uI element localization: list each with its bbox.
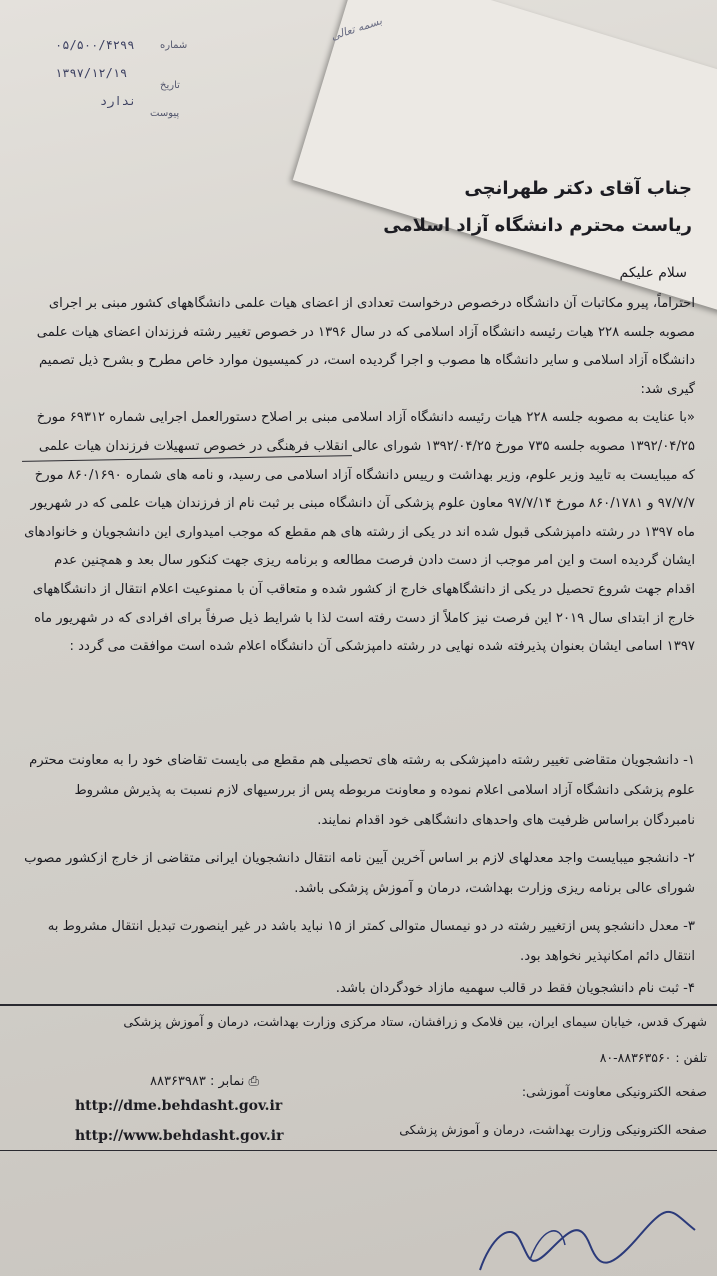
list-item (22, 912, 695, 972)
attachment-label: پیوست (150, 108, 180, 119)
item-number: ۴- (683, 981, 695, 996)
web-label-ministry: صفحه الکترونیکی وزارت بهداشت، درمان و آموزش پزشکی (399, 1122, 707, 1137)
footer-address: شهرک قدس، خیابان سیمای ایران، بین فلامک و زرافشان، ستاد مرکزی وزارت بهداشت، درمان و آموزش پزشکی (123, 1014, 707, 1029)
letter-number-label: شماره (160, 40, 188, 51)
addressee-title: ریاست محترم دانشگاه آزاد اسلامی (383, 215, 692, 236)
phone-value: ۸۸۳۶۳۵۶۰-۸۰ (599, 1050, 672, 1065)
item-text: دانشجو میبایست واجد معدلهای لازم بر اساس آخرین آیین نامه انتقال دانشجویان ایرانی متقاضی از خارج ازکشور مصوب شورای عالی برنامه ریزی وزارت بهداشت، درمان و آموزش پزشکی باشد. (24, 851, 695, 896)
item-text: ثبت نام دانشجویان فقط در قالب سهمیه مازاد خودگردان باشد. (335, 981, 679, 996)
item-text: معدل دانشجو پس ازتغییر رشته در دو نیمسال متوالی کمتر از ۱۵ نباید باشد در غیر اینصورت تبدیل انتقال مشروط به انتقال دائم امکانپذیر نخواهد بود. (47, 919, 695, 964)
stamp-text: بسمه تعالی (329, 14, 384, 43)
footer-phone (600, 1050, 707, 1065)
url-ministry[interactable]: http://www.behdasht.gov.ir (75, 1128, 284, 1144)
item-number: ۳- (683, 919, 695, 934)
list-item (22, 974, 695, 1004)
item-text: دانشجویان متقاضی تغییر رشته دامپزشکی به رشته های تحصیلی هم مقطع می بایست تقاضای خود را به معاونت محترم علوم پزشکی دانشگاه آزاد اسلامی اعلام نموده و معاونت مربوطه پس از بررسیهای لازم نسبت به پذیرش مشروط نامبردگان براساس ظرفیت های واحدهای دانشگاهی خود اقدام نمایند. (29, 753, 695, 828)
addressee-name: جناب آقای دکتر طهرانچی (464, 178, 692, 199)
letter-date: ۱۳۹۷/۱۲/۱۹ (55, 66, 128, 80)
folded-corner (293, 0, 717, 332)
item-number: ۲- (683, 851, 695, 866)
footer-divider (0, 1004, 717, 1006)
list-item (22, 746, 695, 836)
footer-divider-bottom (0, 1150, 717, 1151)
printer-icon: ⎙ (248, 1074, 259, 1089)
letter-body (22, 290, 695, 662)
footer-fax (150, 1074, 259, 1089)
url-education[interactable]: http://dme.behdasht.gov.ir (75, 1098, 283, 1114)
paragraph-decision: «با عنایت به مصوبه جلسه ۲۲۸ هیات رئیسه دانشگاه آزاد اسلامی مبنی بر اصلاح دستورالعمل اجرایی شماره ۶۹۳۱۲ مورخ ۱۳۹۲/۰۴/۲۵ مصوبه جلسه ۷۳۵ مورخ ۱۳۹۲/۰۴/۲۵ شورای عالی انقلاب فرهنگی در خصوص تسهیلات فرزندان هیات علمی که میبایست به تایید وزیر علوم، وزیر بهداشت و رییس دانشگاه آزاد اسلامی می رسید، و نامه های شماره ۸۶۰/۱۶۹۰ مورخ ۹۷/۷/۷ و ۸۶۰/۱۷۸۱ مورخ ۹۷/۷/۱۴ معاون علوم پزشکی آن دانشگاه مبنی بر ثبت نام از فرزندان هیات علمی که در شهریور ماه ۱۳۹۷ در رشته دامپزشکی قبول شده اند در یکی از رشته های هم مقطع که موجب امیدواری این دانشجویان و خانوادهای ایشان گردیده است و این امر موجب از دست دادن فرصت مطالعه و برنامه ریزی جهت کنکور سال بعد و همچنین عدم اقدام جهت شروع تحصیل در یکی از دانشگاههای خارج از کشور شده و متعاقب آن با ممنوعیت اعلام انتقال از دانشگاههای خارج از ابتدای سال ۲۰۱۹ این فرصت نیز کاملاً از دست رفته است لذا با شرایط ذیل صرفاً برای افرادی که در شهریور ماه ۱۳۹۷ اسامی ایشان بعنوان پذیرفته شده نهایی در رشته دامپزشکی آن دانشگاه اعلام شده است موافقت می گردد : (24, 410, 695, 655)
web-label-education: صفحه الکترونیکی معاونت آموزشی: (521, 1084, 707, 1099)
list-item (22, 844, 695, 904)
signature-scribble (470, 1200, 700, 1276)
phone-label: تلفن : (675, 1050, 707, 1065)
paragraph-intro: احتراماً، پیرو مکاتبات آن دانشگاه درخصوص درخواست تعدادی از اعضای هیات علمی دانشگاههای کشور مبنی بر اجرای مصوبه جلسه ۲۲۸ هیات رئیسه دانشگاه آزاد اسلامی که در سال ۱۳۹۶ در خصوص تغییر رشته فرزندان اعضای هیات علمی دانشگاه آزاد اسلامی و سایر دانشگاه ها مصوب و اجرا گردیده است، در کمیسیون موارد خاص مطرح و بشرح ذیل تصمیم گیری شد: (36, 296, 695, 397)
fax-label: نمابر : (210, 1074, 245, 1089)
item-number: ۱- (683, 753, 695, 768)
letter-date-label: تاریخ (160, 80, 180, 91)
attachment-value: ندارد (100, 94, 137, 108)
letter-number: ۰۵/۵۰۰/۴۲۹۹ (55, 38, 135, 52)
salutation: سلام علیکم (619, 265, 687, 281)
fax-value: ۸۸۳۶۳۹۸۳ (150, 1074, 206, 1089)
